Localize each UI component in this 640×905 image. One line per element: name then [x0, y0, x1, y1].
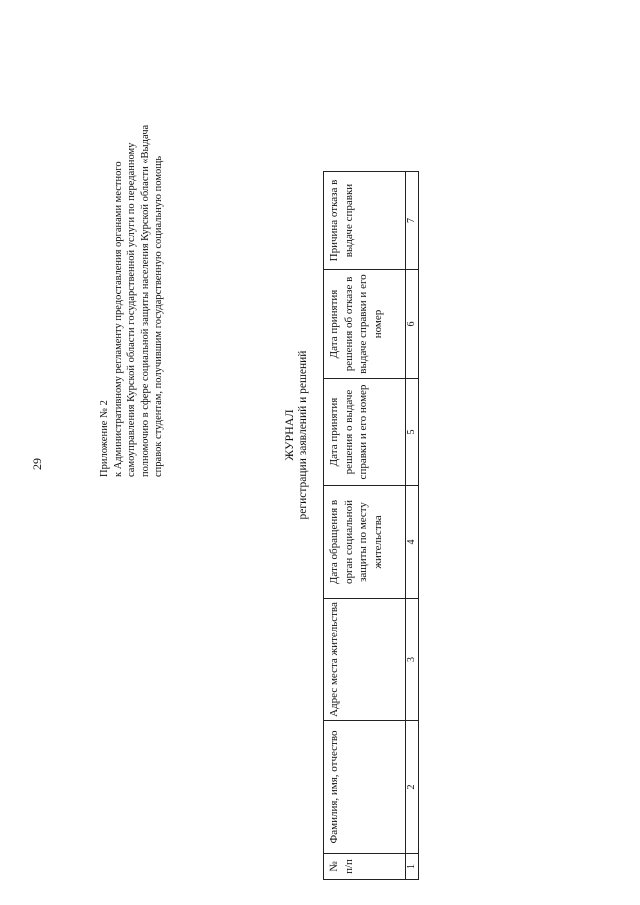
header-cell-full-name: Фамилия, имя, отчество [324, 721, 406, 854]
journal-heading [282, 215, 310, 655]
appendix-line: справок студентам, получившим государственную социальную помощь [153, 155, 165, 477]
table-column-number-row [406, 172, 419, 880]
appendix-line: полномочию в сфере социальной защиты населения Курской области «Выдача [139, 124, 151, 477]
page-number: 29 [30, 458, 44, 470]
appendix-header [98, 47, 166, 477]
header-cell-refusal-decision-date: Дата принятия решения об отказе в выдаче справки и его номер [324, 270, 406, 379]
appendix-line: самоуправления Курской области государственной услуги по переданному [126, 142, 138, 477]
column-number: 4 [406, 486, 419, 599]
column-number: 7 [406, 172, 419, 270]
column-number: 3 [406, 599, 419, 721]
journal-title: ЖУРНАЛ [282, 409, 296, 461]
table-header-row [324, 172, 406, 880]
header-cell-number: № п/п [324, 854, 406, 880]
header-cell-refusal-reason: Причина отказа в выдаче справки [324, 172, 406, 270]
appendix-line: к Административному регламенту предоставления органами местного [112, 161, 124, 477]
appendix-line: Приложение № 2 [99, 400, 110, 477]
header-cell-request-date: Дата обращения в орган социальной защиты по месту жительства [324, 486, 406, 599]
header-cell-address: Адрес места жительства [324, 599, 406, 721]
header-cell-issue-decision-date: Дата принятия решения о выдаче справки и его номер [324, 379, 406, 486]
column-number: 6 [406, 270, 419, 379]
column-number: 5 [406, 379, 419, 486]
journal-subtitle: регистрации заявлений и решений [297, 350, 309, 520]
column-number: 2 [406, 721, 419, 854]
column-number: 1 [406, 854, 419, 880]
registry-table [323, 171, 419, 880]
